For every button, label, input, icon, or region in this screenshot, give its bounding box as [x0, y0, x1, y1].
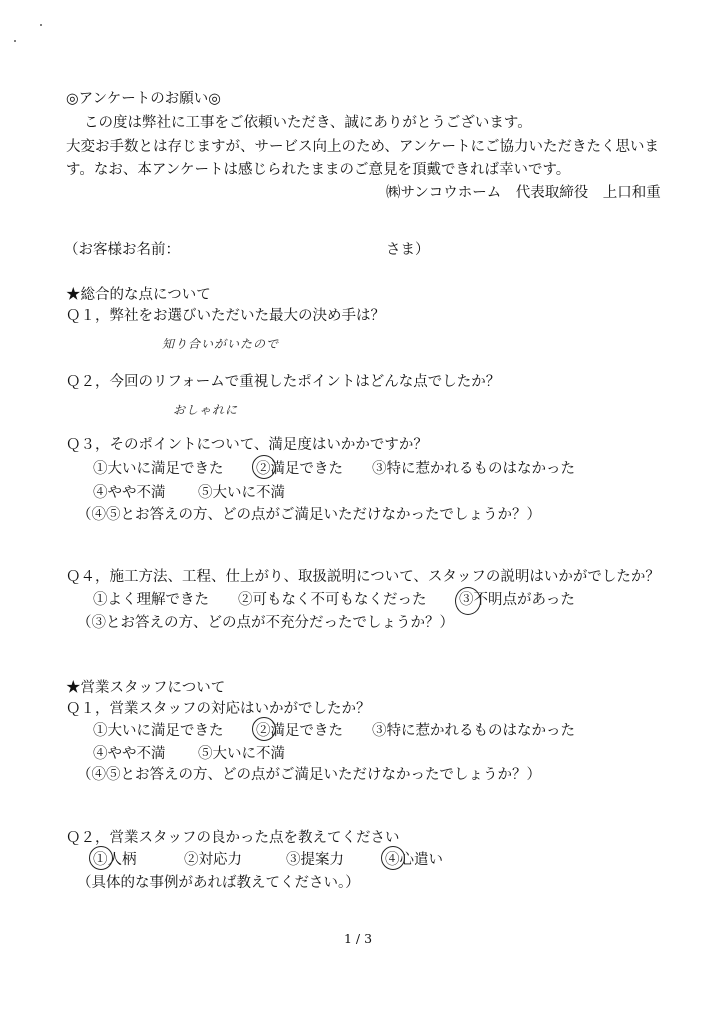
option-s1-q3-3: ③特に惹かれるものはなかった — [372, 461, 575, 477]
option-s1-q4-2: ②可もなく不可もなくだった — [238, 592, 427, 608]
section-heading-overall: ★総合的な点について — [66, 287, 211, 303]
option-s1-q3-4: ④やや不満 — [93, 485, 166, 501]
question-s2-q2: Ｑ２，営業スタッフの良かった点を教えてください — [66, 830, 400, 846]
selection-circle-s2-q1 — [252, 717, 276, 741]
customer-name-suffix: さま） — [386, 242, 430, 258]
option-s2-q2-3: ③提案力 — [286, 852, 344, 868]
handwritten-answer-s1-q1: 知り合いがいたので — [162, 337, 280, 351]
scan-speck — [14, 40, 16, 42]
selection-circle-s1-q3 — [252, 455, 276, 479]
followup-s1-q3: （④⑤とお答えの方、どの点がご満足いただけなかったでしょうか？） — [77, 507, 541, 523]
option-s2-q2-4: ④心遣い — [385, 852, 443, 868]
customer-name-label: （お客様お名前： — [64, 242, 180, 258]
option-s2-q2-2: ②対応力 — [184, 852, 242, 868]
option-s2-q1-3: ③特に惹かれるものはなかった — [372, 723, 575, 739]
question-s1-q2: Ｑ２，今回のリフォームで重視したポイントはどんな点でしたか？ — [66, 374, 501, 390]
intro-line-2: 大変お手数とは存じますが、サービス向上のため、アンケートにご協力いただきたく思いま — [66, 139, 660, 155]
option-s1-q4-3: ③不明点があった — [459, 592, 575, 608]
intro-line-3: す。なお、本アンケートは感じられたままのご意見を頂戴できれば幸いです。 — [66, 162, 571, 178]
followup-s1-q4: （③とお答えの方、どの点が不充分だったでしょうか？） — [77, 615, 454, 631]
option-s1-q3-1: ①大いに満足できた — [93, 461, 224, 477]
question-s1-q3: Ｑ３，そのポイントについて、満足度はいかかですか？ — [66, 437, 428, 453]
followup-s2-q2: （具体的な事例があれば教えてください。） — [77, 875, 360, 891]
question-s2-q1: Ｑ１，営業スタッフの対応はいかがでしたか？ — [66, 701, 371, 717]
selection-circle-s1-q4 — [455, 587, 481, 615]
selection-circle-s2-q2-4 — [381, 846, 405, 870]
option-s2-q1-4: ④やや不満 — [93, 746, 166, 762]
option-s1-q3-5: ⑤大いに不満 — [198, 485, 285, 501]
option-s2-q1-5: ⑤大いに不満 — [198, 746, 285, 762]
option-s2-q1-1: ①大いに満足できた — [93, 723, 224, 739]
page-number: 1 / 3 — [344, 931, 373, 946]
section-heading-sales: ★営業スタッフについて — [66, 680, 226, 696]
scan-speck — [40, 24, 42, 26]
question-s1-q1: Ｑ１，弊社をお選びいただいた最大の決め手は？ — [66, 308, 385, 324]
option-s2-q1-2: ②満足できた — [256, 723, 343, 739]
company-signature: ㈱サンコウホーム 代表取締役 上口和重 — [386, 185, 661, 201]
selection-circle-s2-q2-1 — [89, 846, 113, 870]
question-s1-q4: Ｑ４，施工方法、工程、仕上がり、取扱説明について、スタッフの説明はいかがでしたか？ — [66, 569, 660, 585]
intro-line-1: この度は弊社に工事をご依頼いただき、誠にありがとうございます。 — [84, 115, 532, 131]
survey-title: ◎アンケートのお願い◎ — [66, 91, 221, 107]
option-s1-q4-1: ①よく理解できた — [93, 592, 209, 608]
option-s1-q3-2: ②満足できた — [256, 461, 343, 477]
followup-s2-q1: （④⑤とお答えの方、どの点がご満足いただけなかったでしょうか？） — [77, 767, 541, 783]
option-s2-q2-1: ①人柄 — [93, 852, 137, 868]
handwritten-answer-s1-q2: おしゃれに — [173, 403, 239, 417]
